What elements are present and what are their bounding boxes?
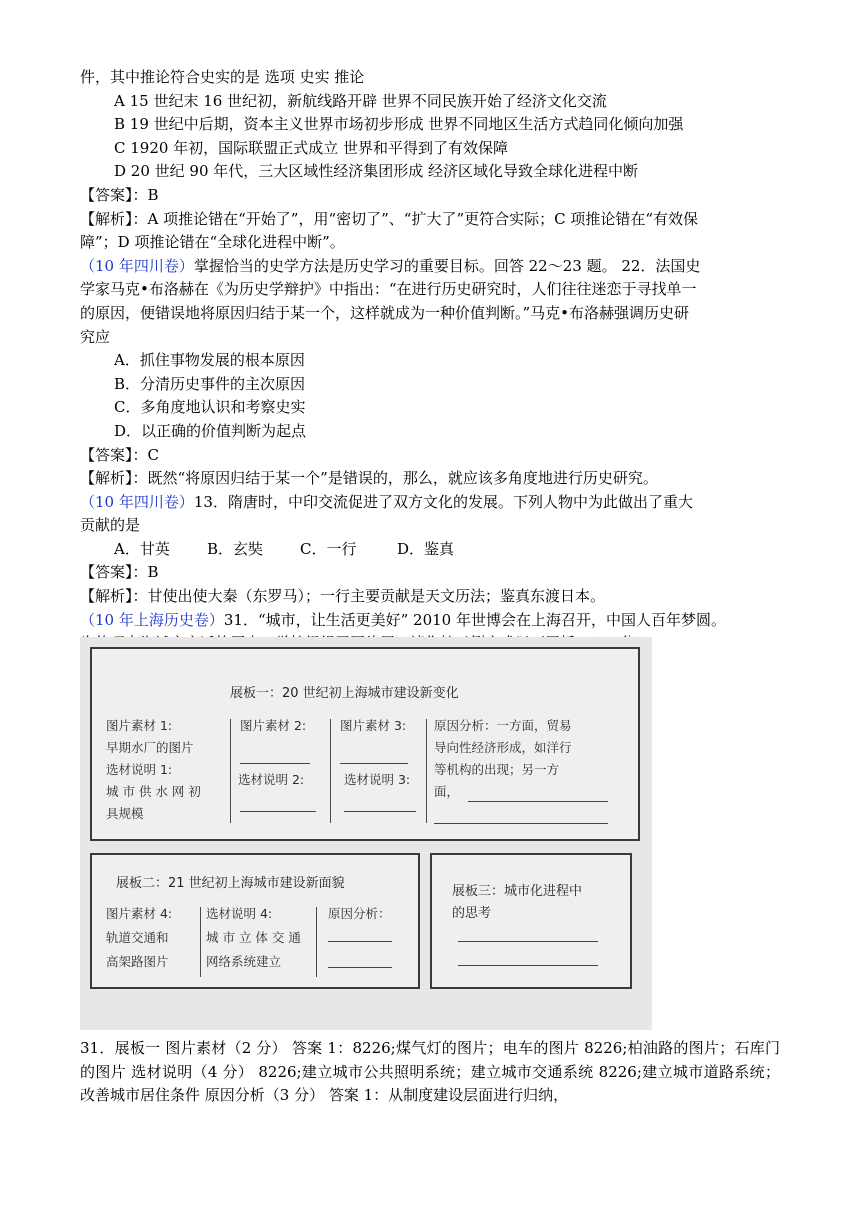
divider (230, 719, 231, 823)
divider (200, 907, 201, 977)
explanation-line: 【解析】：A 项推论错在“开始了”，用“密切了”、“扩大了”更符合实际；C 项推论错在“有效保 (80, 209, 699, 228)
reason-line: 原因分析：一方面，贸易 (434, 718, 572, 733)
answer-blank (328, 941, 392, 942)
option-d: D 20 世纪 90 年代，三大区域性经济集团形成 经济区域化导致全球化进程中断 (114, 162, 639, 181)
selection-4-text: 城 市 立 体 交 通 (206, 930, 301, 945)
option-d: D．鉴真 (397, 539, 455, 558)
option-c: C．一行 (300, 539, 357, 558)
selection-3-label: 选材说明 3: (344, 772, 411, 787)
answer-blank (458, 965, 598, 966)
divider (426, 719, 427, 823)
text-line: 件，其中推论符合史实的是 选项 史实 推论 (80, 68, 365, 86)
choice-row (80, 538, 780, 562)
board-one-title: 展板一：20 世纪初上海城市建设新变化 (230, 686, 459, 701)
answer-line: 【答案】：B (80, 563, 159, 582)
material-1-text: 早期水厂的图片 (106, 740, 194, 755)
option-a: A．抓住事物发展的根本原因 (114, 351, 305, 370)
option-d: D．以正确的价值判断为起点 (114, 421, 307, 440)
board-one (90, 647, 640, 841)
source-tag: （10 年四川卷） (80, 492, 194, 511)
option-b: B．玄奘 (207, 539, 264, 558)
answer-blank (468, 801, 608, 802)
divider (330, 719, 331, 823)
board-three-title: 的思考 (452, 906, 492, 921)
reason-line: 导向性经济形成，如洋行 (434, 740, 572, 755)
board-three-title: 展板三：城市化进程中 (452, 884, 583, 899)
answer-blank (240, 811, 316, 812)
option-b: B 19 世纪中后期，资本主义世界市场初步形成 世界不同地区生活方式趋同化倾向加强 (114, 115, 684, 134)
question-13-line (80, 491, 780, 515)
option-c: C 1920 年初，国际联盟正式成立 世界和平得到了有效保障 (114, 138, 508, 157)
divider (316, 907, 317, 977)
selection-4-label: 选材说明 4: (206, 906, 273, 921)
question-31-line (80, 609, 780, 633)
material-3-label: 图片素材 3: (340, 718, 407, 733)
selection-1-label: 选材说明 1: (106, 762, 173, 777)
explanation-line: 障”；D 项推论错在“全球化进程中断”。 (80, 233, 345, 252)
explanation-line: 【解析】：既然“将原因归结于某一个”是错误的，那么，就应该多角度地进行历史研究。 (80, 469, 658, 488)
reason-label: 原因分析： (328, 906, 391, 921)
board-three (430, 853, 632, 989)
question-text: 31．“城市，让生活更美好” 2010 年世博会在上海召开，中国人百年梦圆。 (223, 610, 726, 629)
board-two-title: 展板二：21 世纪初上海城市建设新面貌 (116, 876, 345, 891)
text-line: 学家马克•布洛赫在《为历史学辩护》中指出：“在进行历史研究时，人们往往迷恋于寻找单一 (80, 280, 697, 299)
answer-blank (340, 763, 408, 764)
material-4-label: 图片素材 4: (106, 906, 173, 921)
answer-line: 【答案】：C (80, 445, 159, 464)
source-tag: （10 年上海历史卷） (80, 610, 224, 629)
option-b: B．分清历史事件的主次原因 (114, 374, 306, 393)
answer-paragraph: 31．展板一 图片素材（2 分） 答案 1：8226;煤气灯的图片；电车的图片 8226;柏油路的图片；石库门的图片 选材说明（4 分） 8226;建立城市公共照明系统；建立城市交通系统 8226;建立城市道路系统；改善城市居住条件 原因分析（3 分） 答案 1：从制度建设层面进行归纳， (80, 1039, 780, 1105)
source-tag: （10 年四川卷） (80, 256, 194, 275)
selection-1-text: 城 市 供 水 网 初 (106, 784, 201, 799)
option-a: A 15 世纪末 16 世纪初，新航线路开辟 世界不同民族开始了经济文化交流 (114, 91, 607, 110)
question-text: 13．隋唐时，中印交流促进了双方文化的发展。下列人物中为此做出了重大 (193, 492, 693, 511)
option-c: C．多角度地认识和考察史实 (114, 398, 306, 417)
material-2-label: 图片素材 2: (240, 718, 307, 733)
text-line: 的原因，便错误地将原因归结于某一个，这样就成为一种价值判断。”马克•布洛赫强调历史研 (80, 303, 690, 322)
question-text: 掌握恰当的史学方法是历史学习的重要目标。回答 22～23 题。 22．法国史 (193, 256, 701, 275)
answer-blank (328, 967, 392, 968)
text-line: 究应 (80, 327, 111, 346)
reason-line: 面， (434, 784, 460, 799)
answer-line: 【答案】：B (80, 185, 159, 204)
selection-2-label: 选材说明 2: (238, 772, 305, 787)
answer-blank (344, 811, 416, 812)
selection-1-text: 具规模 (106, 806, 144, 821)
material-1-label: 图片素材 1: (106, 718, 173, 733)
explanation-line: 【解析】：甘使出使大秦（东罗马）；一行主要贡献是天文历法；鉴真东渡日本。 (80, 587, 606, 606)
board-two (90, 853, 420, 989)
question-22-line (80, 255, 780, 279)
answer-blank (434, 823, 608, 824)
option-a: A．甘英 (114, 539, 170, 558)
text-line: 贡献的是 (80, 516, 141, 535)
selection-4-text: 网络系统建立 (206, 954, 282, 969)
answer-blank (458, 941, 598, 942)
exhibition-board-figure (80, 637, 652, 1030)
question-block (80, 66, 780, 656)
answer-blank (240, 763, 310, 764)
material-4-text: 轨道交通和 (106, 930, 169, 945)
material-4-text: 高架路图片 (106, 954, 169, 969)
reason-line: 等机构的出现；另一方 (434, 762, 560, 777)
